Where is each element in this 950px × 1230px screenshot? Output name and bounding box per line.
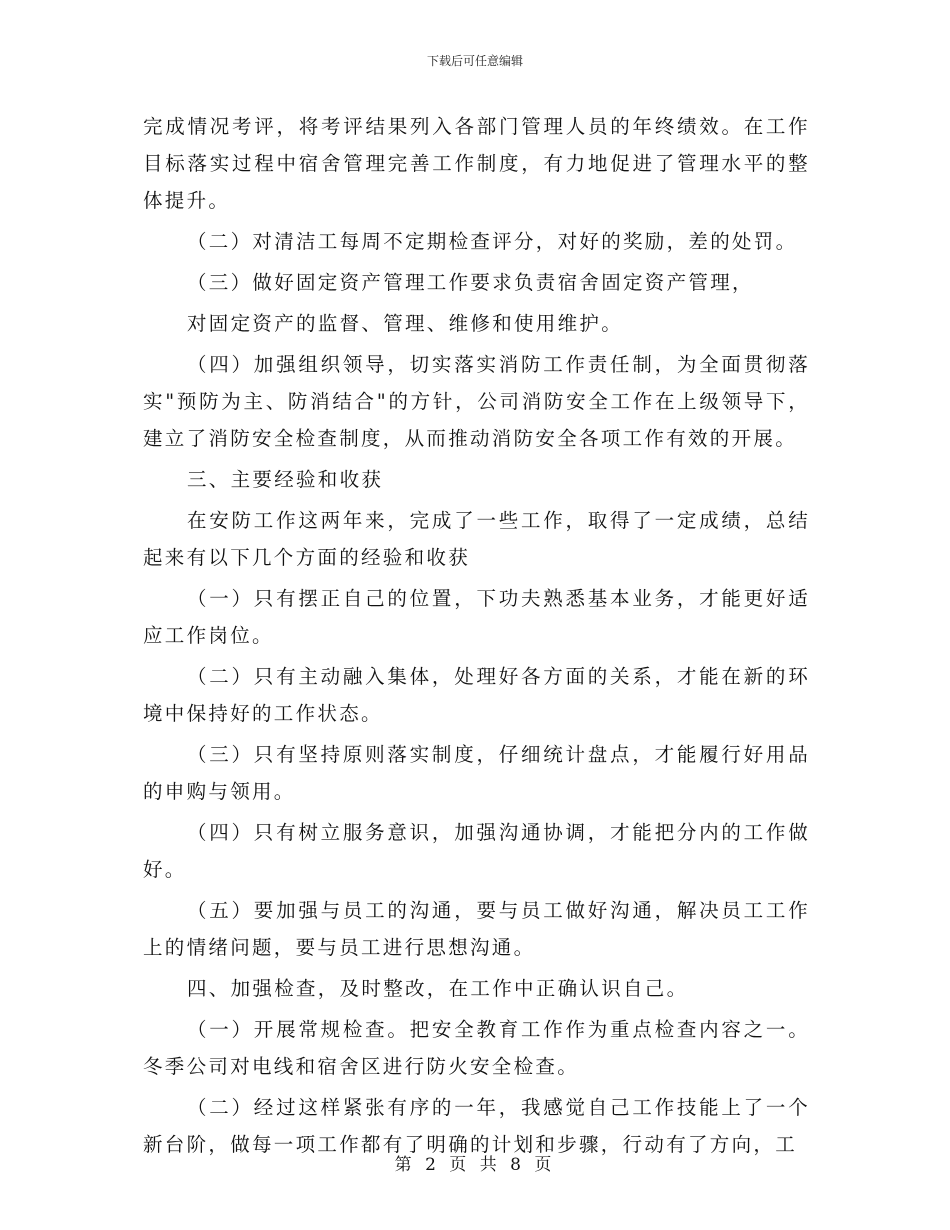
body-paragraph: （二）经过这样紧张有序的一年，我感觉自己工作技能上了一个新台阶，做每一项工作都有了明确的计划和步骤，行动有了方向，工 <box>143 1096 810 1156</box>
body-paragraph: （二）只有主动融入集体，处理好各方面的关系，才能在新的环境中保持好的工作状态。 <box>143 665 810 725</box>
page-header: 下载后可任意编辑 <box>426 54 523 68</box>
body-paragraph: （一）只有摆正自己的位置，下功夫熟悉基本业务，才能更好适应工作岗位。 <box>143 587 810 647</box>
body-paragraph: （三）只有坚持原则落实制度，仔细统计盘点，才能履行好用品的申购与领用。 <box>143 743 810 803</box>
section-heading: 四、加强检查，及时整改，在工作中正确认识自己。 <box>187 977 689 1000</box>
body-paragraph: （一）开展常规检查。把安全教育工作作为重点检查内容之一。冬季公司对电线和宿舍区进行防火安全检查。 <box>143 1018 810 1078</box>
body-paragraph: （三）做好固定资产管理工作要求负责宿舍固定资产管理， <box>187 271 754 294</box>
body-paragraph: 对固定资产的监督、管理、维修和使用维护。 <box>187 312 624 335</box>
body-paragraph: （四）只有树立服务意识，加强沟通协调，才能把分内的工作做好。 <box>143 821 810 881</box>
section-heading: 三、主要经验和收获 <box>187 468 384 491</box>
body-paragraph: （五）要加强与员工的沟通，要与员工做好沟通，解决员工工作上的情绪问题，要与员工进行思想沟通。 <box>143 899 810 959</box>
body-paragraph: （二）对清洁工每周不定期检查评分，对好的奖励，差的处罚。 <box>187 230 798 253</box>
document-body <box>143 108 810 1167</box>
body-paragraph: 完成情况考评，将考评结果列入各部门管理人员的年终绩效。在工作目标落实过程中宿舍管理完善工作制度，有力地促进了管理水平的整体提升。 <box>143 115 810 212</box>
body-paragraph: （四）加强组织领导，切实落实消防工作责任制，为全面贯彻落实"预防为主、防消结合"的方针，公司消防安全工作在上级领导下，建立了消防安全检查制度，从而推动消防安全各项工作有效的开展。 <box>143 353 810 450</box>
body-paragraph: 在安防工作这两年来，完成了一些工作，取得了一定成绩，总结起来有以下几个方面的经验和收获 <box>143 509 810 569</box>
page-footer: 第 2 页 共 8 页 <box>394 1155 556 1175</box>
